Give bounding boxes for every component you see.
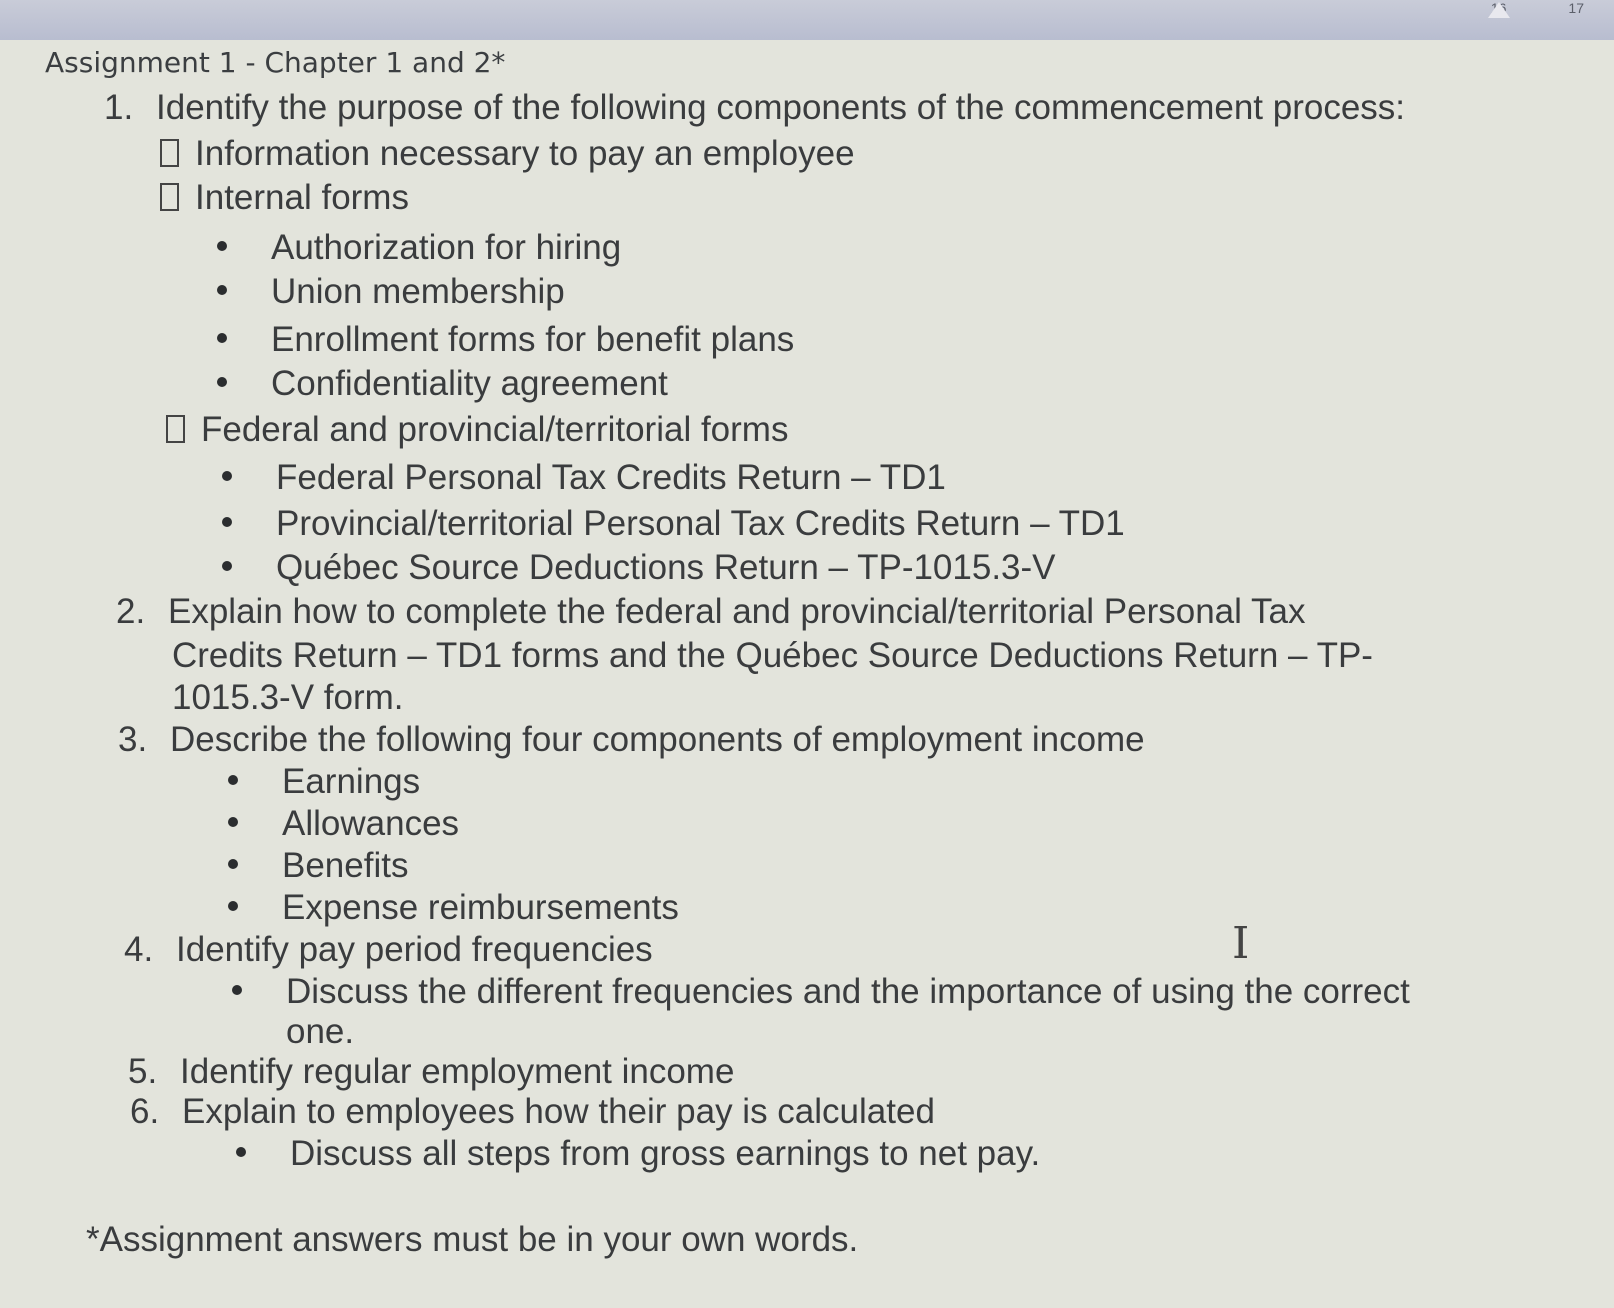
question-6: 6. Explain to employees how their pay is calculated bbox=[130, 1092, 935, 1131]
bullet-item: Provincial/territorial Personal Tax Credits Return – TD1 bbox=[222, 504, 1125, 544]
question-5: 5. Identify regular employment income bbox=[128, 1052, 735, 1091]
bullet-item: Benefits bbox=[228, 846, 408, 886]
question-2-line: 1015.3-V form. bbox=[172, 678, 404, 717]
document-title: Assignment 1 - Chapter 1 and 2* bbox=[45, 46, 506, 79]
checkbox-icon bbox=[160, 183, 179, 211]
question-text: Identify the purpose of the following components of the commencement process: bbox=[156, 88, 1406, 127]
question-2-line: Credits Return – TD1 forms and the Québec Source Deductions Return – TP- bbox=[172, 636, 1373, 675]
bullet-item: Discuss all steps from gross earnings to net pay. bbox=[236, 1134, 1040, 1174]
document-page[interactable] bbox=[0, 40, 1614, 1308]
bullet-item: Union membership bbox=[217, 272, 565, 312]
question-2: 2. Explain how to complete the federal and provincial/territorial Personal Tax bbox=[116, 592, 1306, 631]
bullet-item: Expense reimbursements bbox=[228, 888, 679, 928]
bullet-icon bbox=[222, 561, 232, 571]
text-cursor-icon: I bbox=[1232, 918, 1250, 969]
checkbox-icon bbox=[160, 139, 179, 167]
list-item: Information necessary to pay an employee bbox=[160, 134, 855, 174]
bullet-icon bbox=[228, 901, 238, 911]
question-4: 4. Identify pay period frequencies bbox=[124, 930, 653, 969]
ruler-tick: 17 bbox=[1568, 0, 1584, 16]
question-number: 2. bbox=[116, 592, 146, 631]
bullet-icon bbox=[222, 471, 232, 481]
indent-marker-icon[interactable] bbox=[1488, 2, 1510, 18]
bullet-icon bbox=[217, 241, 227, 251]
bullet-item-continuation: one. bbox=[286, 1012, 355, 1051]
ruler bbox=[0, 0, 1614, 41]
bullet-item: Earnings bbox=[228, 762, 420, 802]
checkbox-icon bbox=[166, 415, 185, 443]
bullet-item: Enrollment forms for benefit plans bbox=[217, 320, 794, 360]
bullet-icon bbox=[222, 517, 232, 527]
question-number: 5. bbox=[128, 1052, 158, 1091]
question-number: 3. bbox=[118, 720, 148, 759]
question-number: 1. bbox=[104, 88, 134, 127]
list-item: Federal and provincial/territorial forms bbox=[166, 410, 788, 450]
bullet-item: Authorization for hiring bbox=[217, 228, 621, 268]
bullet-item: Confidentiality agreement bbox=[217, 364, 668, 404]
bullet-icon bbox=[228, 859, 238, 869]
question-number: 4. bbox=[124, 930, 154, 969]
bullet-icon bbox=[236, 1147, 246, 1157]
bullet-icon bbox=[217, 285, 227, 295]
list-item: Internal forms bbox=[160, 178, 409, 218]
bullet-item: Québec Source Deductions Return – TP-1015.3-V bbox=[222, 548, 1056, 588]
ruler-tick: 16 bbox=[1490, 0, 1507, 16]
bullet-item: Federal Personal Tax Credits Return – TD1 bbox=[222, 458, 946, 498]
question-3: 3. Describe the following four components of employment income bbox=[118, 720, 1145, 759]
bullet-icon bbox=[228, 817, 238, 827]
bullet-icon bbox=[217, 333, 227, 343]
bullet-icon bbox=[232, 985, 242, 995]
ruler-ticks bbox=[1429, 0, 1614, 14]
bullet-item: Allowances bbox=[228, 804, 459, 844]
question-1 bbox=[104, 88, 1405, 128]
bullet-item: Discuss the different frequencies and the importance of using the correct bbox=[232, 972, 1410, 1012]
bullet-icon bbox=[228, 775, 238, 785]
footnote: *Assignment answers must be in your own words. bbox=[86, 1220, 859, 1259]
bullet-icon bbox=[217, 377, 227, 387]
question-number: 6. bbox=[130, 1092, 160, 1131]
